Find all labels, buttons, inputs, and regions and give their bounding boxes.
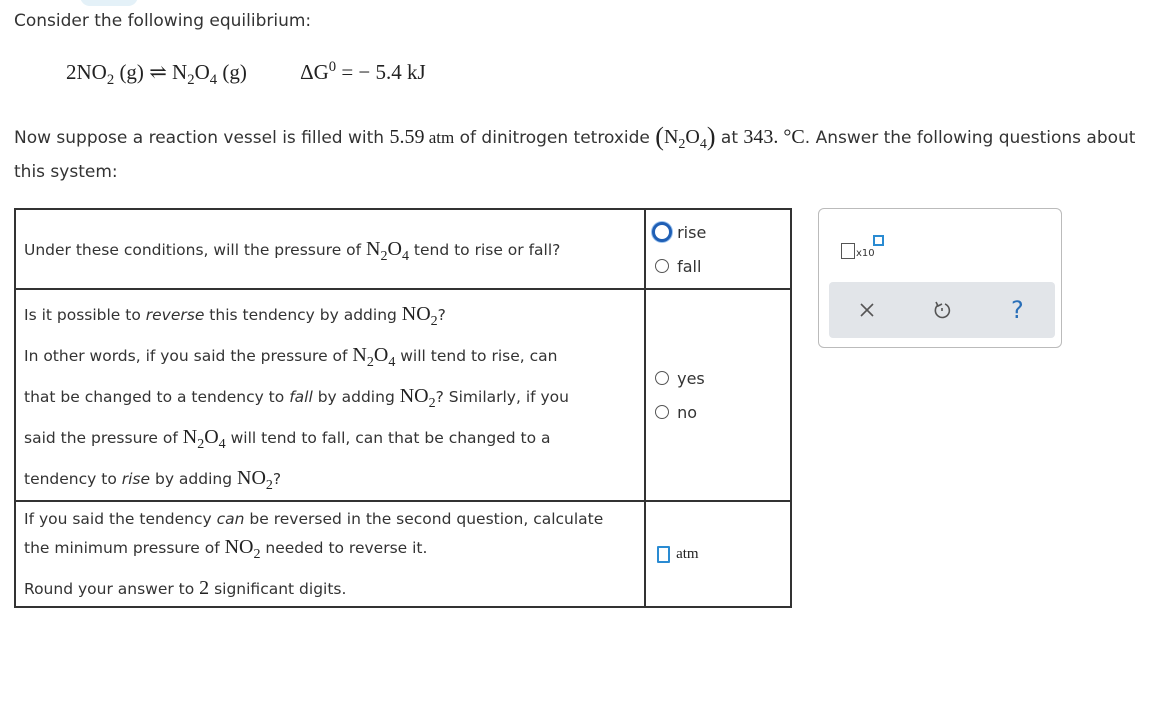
scenario-text: Now suppose a reaction vessel is filled with 5.59 atm of dinitrogen tetroxide $(N_2O_4)$ at 343. °C. Answer the following questions about this system: [14, 122, 1136, 182]
intro-text: Consider the following equilibrium: [14, 11, 312, 31]
radio-rise[interactable] [652, 222, 672, 242]
question-1-text: Under these conditions, will the pressure of $N_2O_4$ tend to rise or fall? [24, 237, 561, 264]
top-tab [80, 0, 138, 6]
undo-icon [932, 300, 952, 320]
undo-button[interactable] [922, 290, 962, 330]
answer-tools-panel [818, 208, 1062, 348]
close-icon [858, 301, 876, 319]
option-fall[interactable]: fall [646, 249, 790, 283]
scientific-notation-button[interactable] [841, 233, 891, 263]
delta-g: $\Delta G^0$ = − 5.4 kJ [300, 58, 426, 84]
exponent-box [873, 235, 884, 246]
option-rise[interactable]: rise [646, 215, 790, 249]
clear-button[interactable] [847, 290, 887, 330]
radio-yes[interactable] [655, 371, 669, 385]
mantissa-box [841, 243, 855, 259]
help-button[interactable] [997, 290, 1037, 330]
question-row-3 [15, 501, 791, 607]
question-3-text: If you said the tendency can be reversed in the second question, calculate the minimum pressure of $NO_2$ needed to reverse it. Round your answer to 2 significant digits. [24, 510, 604, 599]
unit-atm: atm [676, 545, 699, 562]
question-2-text: Is it possible to reverse this tendency by adding $NO_2$? In other words, if you said the pressure of $N_2O_4$ will tend to rise, can that be changed to a tendency to fall by adding $NO_2$? Similarly, if you said the pressure of $N_2O_4$ will tend to fall, can that be changed to a tendency to rise by adding $NO_2$? [24, 303, 569, 493]
option-no[interactable]: no [646, 395, 790, 429]
question-row-2 [15, 289, 791, 501]
panel-toolbar [829, 282, 1055, 338]
help-icon: ? [1010, 296, 1024, 324]
radio-fall[interactable] [655, 259, 669, 273]
x10-label: x10 [856, 248, 875, 259]
equilibrium-equation: $2NO_2$ (g) ⇌ $N_2O_4$ (g) $\Delta G^0$ = − 5.4 kJ [66, 58, 426, 89]
radio-no[interactable] [655, 405, 669, 419]
option-yes[interactable]: yes [646, 361, 790, 395]
question-row-1 [15, 209, 791, 289]
question-table [14, 208, 792, 608]
no2-pressure-input[interactable] [657, 546, 670, 563]
